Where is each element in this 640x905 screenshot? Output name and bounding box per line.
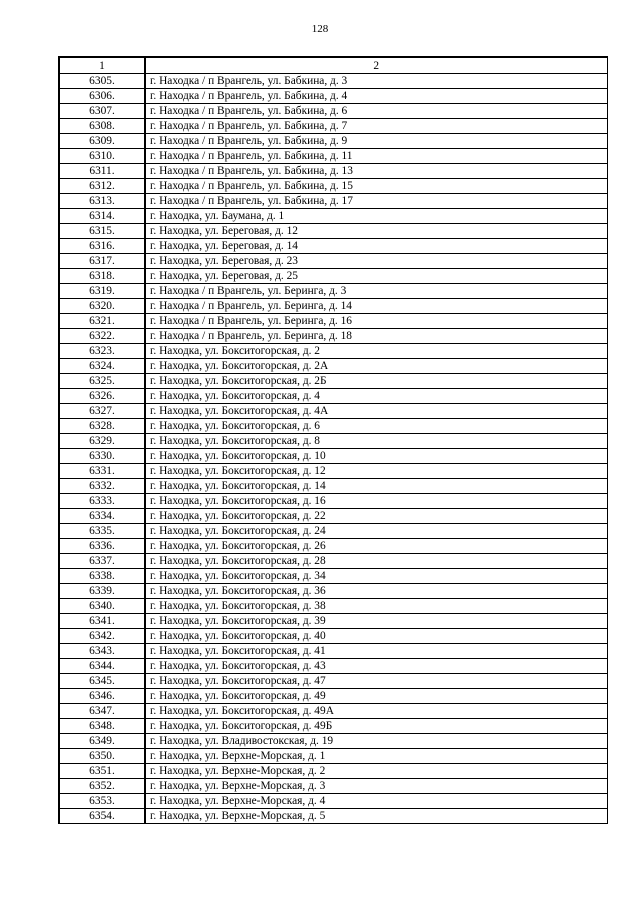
table-row	[59, 314, 607, 329]
row-address: г. Находка, ул. Верхне-Морская, д. 1	[145, 749, 607, 764]
row-number: 6341.	[59, 614, 145, 629]
row-address: г. Находка / п Врангель, ул. Бабкина, д. 13	[145, 164, 607, 179]
table-row	[59, 449, 607, 464]
row-number: 6344.	[59, 659, 145, 674]
row-address: г. Находка, ул. Бокситогорская, д. 40	[145, 629, 607, 644]
table-row	[59, 734, 607, 749]
row-number: 6353.	[59, 794, 145, 809]
row-address: г. Находка, ул. Бокситогорская, д. 49Б	[145, 719, 607, 734]
row-number: 6346.	[59, 689, 145, 704]
table-row	[59, 689, 607, 704]
row-address: г. Находка, ул. Бокситогорская, д. 43	[145, 659, 607, 674]
row-address: г. Находка, ул. Верхне-Морская, д. 2	[145, 764, 607, 779]
table-row	[59, 434, 607, 449]
table-row	[59, 584, 607, 599]
row-number: 6310.	[59, 149, 145, 164]
row-number: 6309.	[59, 134, 145, 149]
row-number: 6352.	[59, 779, 145, 794]
row-number: 6349.	[59, 734, 145, 749]
row-address: г. Находка / п Врангель, ул. Бабкина, д. 6	[145, 104, 607, 119]
row-number: 6330.	[59, 449, 145, 464]
row-address: г. Находка / п Врангель, ул. Бабкина, д. 11	[145, 149, 607, 164]
table-row	[59, 539, 607, 554]
page-number: 128	[311, 23, 329, 35]
row-number: 6322.	[59, 329, 145, 344]
row-address: г. Находка / п Врангель, ул. Бабкина, д. 9	[145, 134, 607, 149]
table-row	[59, 479, 607, 494]
row-number: 6339.	[59, 584, 145, 599]
table-row	[59, 644, 607, 659]
row-address: г. Находка, ул. Береговая, д. 25	[145, 269, 607, 284]
row-number: 6321.	[59, 314, 145, 329]
table-row	[59, 344, 607, 359]
row-number: 6312.	[59, 179, 145, 194]
row-number: 6327.	[59, 404, 145, 419]
table-row	[59, 104, 607, 119]
table-row	[59, 239, 607, 254]
table-body	[59, 74, 607, 824]
table-row	[59, 164, 607, 179]
table-row	[59, 569, 607, 584]
table-row	[59, 674, 607, 689]
row-address: г. Находка / п Врангель, ул. Бабкина, д. 15	[145, 179, 607, 194]
row-number: 6328.	[59, 419, 145, 434]
row-address: г. Находка, ул. Бокситогорская, д. 2А	[145, 359, 607, 374]
row-address: г. Находка, ул. Бокситогорская, д. 24	[145, 524, 607, 539]
row-address: г. Находка / п Врангель, ул. Бабкина, д. 17	[145, 194, 607, 209]
row-address: г. Находка, ул. Бокситогорская, д. 14	[145, 479, 607, 494]
row-address: г. Находка, ул. Бокситогорская, д. 10	[145, 449, 607, 464]
row-number: 6315.	[59, 224, 145, 239]
row-number: 6317.	[59, 254, 145, 269]
table-row	[59, 299, 607, 314]
table-row	[59, 209, 607, 224]
table-row	[59, 74, 607, 89]
table-row	[59, 764, 607, 779]
table-row	[59, 524, 607, 539]
row-number: 6331.	[59, 464, 145, 479]
table-row	[59, 464, 607, 479]
table-row	[59, 509, 607, 524]
row-address: г. Находка, ул. Бокситогорская, д. 22	[145, 509, 607, 524]
row-address: г. Находка, ул. Береговая, д. 23	[145, 254, 607, 269]
table-row	[59, 779, 607, 794]
row-number: 6305.	[59, 74, 145, 89]
table-row	[59, 419, 607, 434]
column-header-address: 2	[145, 57, 607, 74]
row-address: г. Находка, ул. Верхне-Морская, д. 4	[145, 794, 607, 809]
table-row	[59, 614, 607, 629]
row-address: г. Находка, ул. Бокситогорская, д. 38	[145, 599, 607, 614]
row-number: 6318.	[59, 269, 145, 284]
row-address: г. Находка / п Врангель, ул. Бабкина, д. 3	[145, 74, 607, 89]
table-row	[59, 134, 607, 149]
row-number: 6308.	[59, 119, 145, 134]
row-number: 6347.	[59, 704, 145, 719]
row-number: 6337.	[59, 554, 145, 569]
table-row	[59, 554, 607, 569]
row-number: 6313.	[59, 194, 145, 209]
row-number: 6320.	[59, 299, 145, 314]
table-row	[59, 389, 607, 404]
row-number: 6319.	[59, 284, 145, 299]
row-address: г. Находка, ул. Бокситогорская, д. 47	[145, 674, 607, 689]
row-address: г. Находка, ул. Владивостокская, д. 19	[145, 734, 607, 749]
row-address: г. Находка, ул. Бокситогорская, д. 49А	[145, 704, 607, 719]
table-row	[59, 629, 607, 644]
row-number: 6325.	[59, 374, 145, 389]
address-table	[58, 56, 608, 824]
table-row	[59, 809, 607, 824]
row-address: г. Находка, ул. Береговая, д. 14	[145, 239, 607, 254]
table-row	[59, 254, 607, 269]
row-number: 6351.	[59, 764, 145, 779]
row-address: г. Находка, ул. Бокситогорская, д. 4А	[145, 404, 607, 419]
row-address: г. Находка, ул. Бокситогорская, д. 39	[145, 614, 607, 629]
row-address: г. Находка / п Врангель, ул. Беринга, д. 16	[145, 314, 607, 329]
row-number: 6314.	[59, 209, 145, 224]
table-row	[59, 704, 607, 719]
table-row	[59, 194, 607, 209]
row-address: г. Находка, ул. Бокситогорская, д. 36	[145, 584, 607, 599]
row-number: 6354.	[59, 809, 145, 824]
row-number: 6335.	[59, 524, 145, 539]
table-row	[59, 599, 607, 614]
row-number: 6333.	[59, 494, 145, 509]
row-number: 6307.	[59, 104, 145, 119]
table-row	[59, 284, 607, 299]
row-address: г. Находка / п Врангель, ул. Беринга, д. 3	[145, 284, 607, 299]
table-row	[59, 719, 607, 734]
row-address: г. Находка, ул. Верхне-Морская, д. 5	[145, 809, 607, 824]
table-row	[59, 749, 607, 764]
row-number: 6336.	[59, 539, 145, 554]
row-number: 6316.	[59, 239, 145, 254]
row-address: г. Находка / п Врангель, ул. Бабкина, д. 7	[145, 119, 607, 134]
row-number: 6324.	[59, 359, 145, 374]
table-row	[59, 89, 607, 104]
row-address: г. Находка, ул. Береговая, д. 12	[145, 224, 607, 239]
row-address: г. Находка, ул. Бокситогорская, д. 12	[145, 464, 607, 479]
row-number: 6338.	[59, 569, 145, 584]
row-number: 6334.	[59, 509, 145, 524]
table-row	[59, 659, 607, 674]
row-address: г. Находка, ул. Бокситогорская, д. 4	[145, 389, 607, 404]
row-number: 6345.	[59, 674, 145, 689]
row-number: 6348.	[59, 719, 145, 734]
row-number: 6332.	[59, 479, 145, 494]
row-address: г. Находка, ул. Бокситогорская, д. 26	[145, 539, 607, 554]
row-address: г. Находка, ул. Бокситогорская, д. 28	[145, 554, 607, 569]
row-address: г. Находка, ул. Бокситогорская, д. 8	[145, 434, 607, 449]
table-row	[59, 374, 607, 389]
column-header-number: 1	[59, 57, 145, 74]
row-address: г. Находка, ул. Бокситогорская, д. 49	[145, 689, 607, 704]
table-row	[59, 269, 607, 284]
row-address: г. Находка / п Врангель, ул. Беринга, д. 14	[145, 299, 607, 314]
table-row	[59, 329, 607, 344]
table-row	[59, 149, 607, 164]
row-number: 6323.	[59, 344, 145, 359]
row-address: г. Находка, ул. Бокситогорская, д. 2	[145, 344, 607, 359]
row-address: г. Находка, ул. Бокситогорская, д. 2Б	[145, 374, 607, 389]
table-header-row	[59, 57, 607, 74]
row-number: 6350.	[59, 749, 145, 764]
row-number: 6326.	[59, 389, 145, 404]
row-address: г. Находка / п Врангель, ул. Беринга, д. 18	[145, 329, 607, 344]
row-address: г. Находка, ул. Бокситогорская, д. 6	[145, 419, 607, 434]
table-row	[59, 794, 607, 809]
row-number: 6340.	[59, 599, 145, 614]
table-row	[59, 494, 607, 509]
row-number: 6306.	[59, 89, 145, 104]
table-row	[59, 359, 607, 374]
row-address: г. Находка, ул. Бокситогорская, д. 16	[145, 494, 607, 509]
table-row	[59, 404, 607, 419]
row-address: г. Находка, ул. Баумана, д. 1	[145, 209, 607, 224]
table-row	[59, 119, 607, 134]
row-number: 6329.	[59, 434, 145, 449]
row-address: г. Находка, ул. Бокситогорская, д. 34	[145, 569, 607, 584]
table-row	[59, 179, 607, 194]
row-number: 6311.	[59, 164, 145, 179]
row-number: 6342.	[59, 629, 145, 644]
row-address: г. Находка, ул. Верхне-Морская, д. 3	[145, 779, 607, 794]
row-number: 6343.	[59, 644, 145, 659]
row-address: г. Находка, ул. Бокситогорская, д. 41	[145, 644, 607, 659]
row-address: г. Находка / п Врангель, ул. Бабкина, д. 4	[145, 89, 607, 104]
table-row	[59, 224, 607, 239]
